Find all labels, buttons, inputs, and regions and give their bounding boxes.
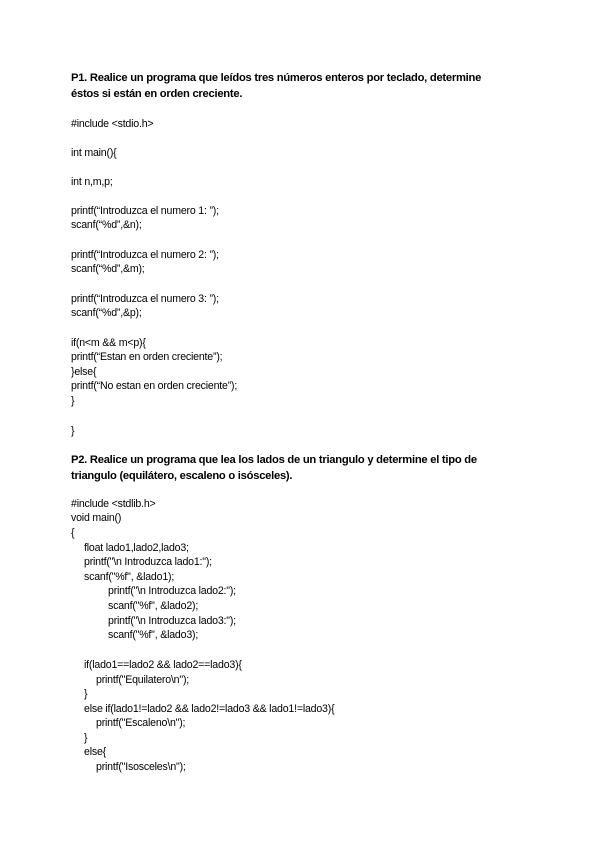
code-line: printf(“Introduzca el numero 3: ”); bbox=[71, 293, 219, 305]
p1-heading-line2: éstos si están en orden creciente. bbox=[71, 88, 243, 100]
code-line: scanf("%f", &lado1); bbox=[84, 571, 175, 583]
code-line: printf("Isosceles\n"); bbox=[96, 761, 186, 773]
code-line: scanf(“%d”,&m); bbox=[71, 263, 145, 275]
code-line: printf("\n Introduzca lado3:"); bbox=[108, 615, 236, 627]
code-line: printf("\n Introduzca lado2:"); bbox=[108, 585, 236, 597]
code-line: printf("Equilatero\n"); bbox=[96, 674, 190, 686]
p2-heading-line2: triangulo (equilátero, escaleno o isósceles). bbox=[71, 470, 293, 482]
code-line: { bbox=[71, 527, 75, 539]
code-line: if(lado1==lado2 && lado2==lado3){ bbox=[84, 659, 242, 671]
code-line: void main() bbox=[71, 512, 122, 524]
code-line: } bbox=[84, 688, 88, 700]
code-line: printf(“Estan en orden creciente”); bbox=[71, 351, 223, 363]
code-line: printf("\n Introduzca lado1:"); bbox=[84, 556, 212, 568]
code-line: } bbox=[84, 732, 88, 744]
code-line: float lado1,lado2,lado3; bbox=[84, 542, 189, 554]
code-line: } bbox=[71, 425, 75, 437]
code-line: #include <stdlib.h> bbox=[71, 498, 156, 510]
code-line: scanf("%f", &lado2); bbox=[108, 600, 199, 612]
p1-heading bbox=[71, 70, 541, 102]
p2-heading bbox=[71, 452, 541, 484]
code-line: printf(“Introduzca el numero 2: ”); bbox=[71, 249, 219, 261]
code-line: scanf(“%d”,&n); bbox=[71, 219, 142, 231]
code-line: int n,m,p; bbox=[71, 176, 113, 188]
code-line: else{ bbox=[84, 746, 106, 758]
code-line: #include <stdio.h> bbox=[71, 118, 154, 130]
code-line: printf(“No estan en orden creciente”); bbox=[71, 380, 238, 392]
p1-heading-line1: P1. Realice un programa que leídos tres números enteros por teclado, determine bbox=[71, 72, 482, 84]
p2-heading-line1: P2. Realice un programa que lea los lados de un triangulo y determine el tipo de bbox=[71, 454, 477, 466]
code-line: if(n<m && m<p){ bbox=[71, 337, 146, 349]
code-line: scanf(“%d”,&p); bbox=[71, 307, 142, 319]
code-line: printf("Escaleno\n"); bbox=[96, 717, 186, 729]
code-line: } bbox=[71, 395, 75, 407]
code-line: printf(“Introduzca el numero 1: ”); bbox=[71, 205, 219, 217]
code-line: scanf("%f", &lado3); bbox=[108, 629, 199, 641]
code-line: }else{ bbox=[71, 366, 97, 378]
code-line: int main(){ bbox=[71, 147, 117, 159]
code-line: else if(lado1!=lado2 && lado2!=lado3 && lado1!=lado3){ bbox=[84, 703, 335, 715]
